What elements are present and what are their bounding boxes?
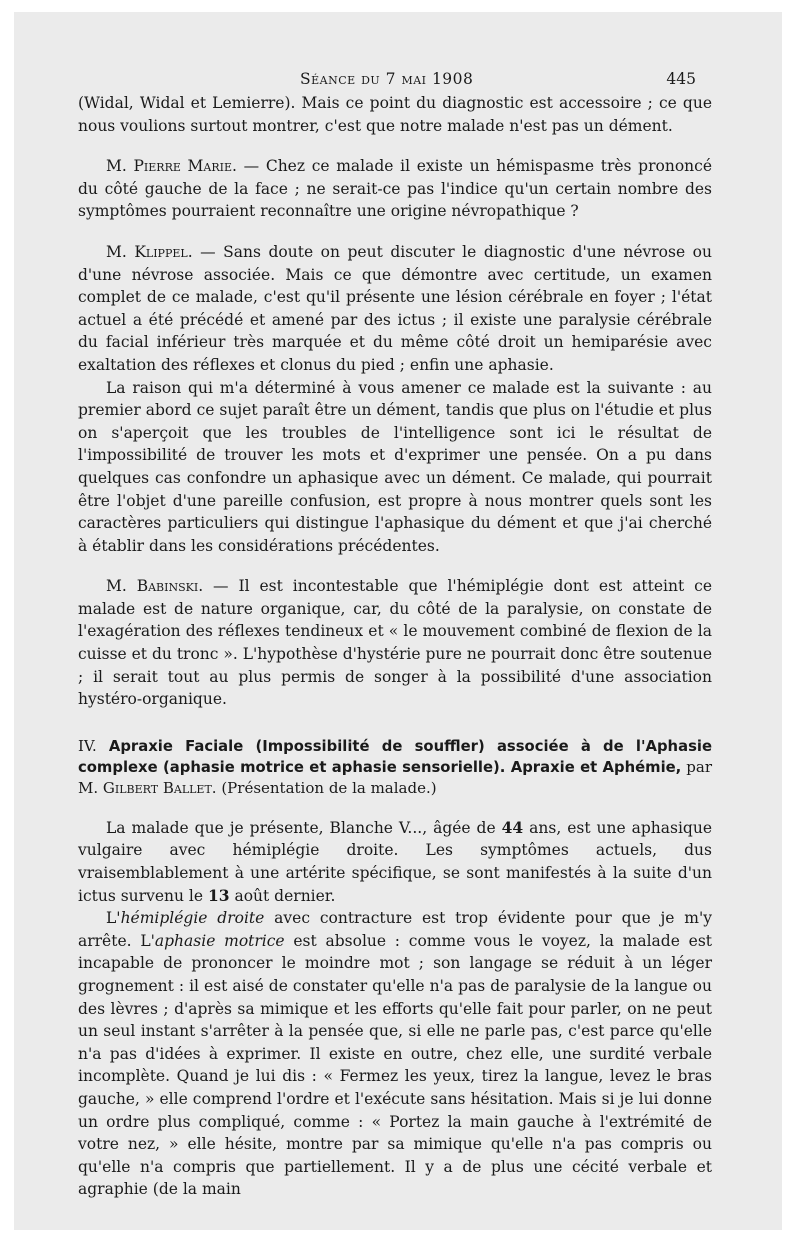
speaker-pierre-marie: M. Pierre Marie.	[106, 157, 237, 176]
running-head-day: 7	[385, 70, 396, 88]
age-number: 44	[501, 817, 524, 837]
paragraph-body-1: La malade que je présente, Blanche V..., âgée de 44 ans, est une aphasique vulgaire avec hémiplégie droite. Les symptômes actuels, dus vraisemblablement à une artérite spécifique, se sont manifestés à la suite d'un ictus survenu le 13 août dernier.	[78, 817, 713, 905]
paragraph-babinski: M. Babinski. — Il est incontestable que l'hémiplégie dont est atteint ce malade est de nature organique, car, du côté de la paralysie, on constate de l'exagération des réflexes tendineux et « le mouvement combiné de flexion de la cuisse et du tronc ». L'hypothèse d'hystérie pure ne pourrait donc être soutenue ; il serait tout au plus permis de songer à la possibilité d'une association hystéro-organique.	[78, 577, 713, 709]
date-number: 13	[207, 885, 230, 905]
running-head	[78, 64, 696, 94]
section-author: Gilbert Ballet	[102, 778, 212, 797]
page-body	[78, 92, 712, 1201]
page-number: 445	[666, 70, 696, 88]
paragraph-klippel-2: La raison qui m'a déterminé à vous amener ce malade est la suivante : au premier abord ce sujet paraît être un dément, tandis que plus on l'étudie et plus on s'aperçoit que les troubles de l'intelligence sont ici le résultat de l'impossibilité de trouver les mots et d'exprimer une pensée. On a pu dans quelques cas confondre un aphasique avec un dément. Ce malade, qui pourrait être l'objet d'une pareille confusion, est propre à nous montrer quels sont les caractères particuliers qui distingue l'aphasique du dément et que j'ai cherché à établir dans les considérations précédentes.	[78, 378, 712, 555]
running-head-month: mai	[401, 70, 427, 88]
paragraph-pierre-marie: M. Pierre Marie. — Chez ce malade il existe un hémispasme très prononcé du côté gauche de la face ; ne serait-ce pas l'indice qu'un certain nombre des symptômes pourraient reconnaître une origine névropathique ?	[78, 157, 712, 221]
term-aphasie-motrice: aphasie motrice	[154, 931, 285, 950]
section-heading: IV. Apraxie Faciale (Impossibilité de souffler) associée à de l'Aphasie complexe (aphasie motrice et aphasie sensorielle). Apraxie et Aphémie, par M. Gilbert Ballet. (Présentation de la malade.)	[78, 737, 712, 797]
paragraph-klippel: M. Klippel. — Sans doute on peut discuter le diagnostic d'une névrose ou d'une névrose associée. Mais ce que démontre avec certitude, un examen complet de ce malade, c'est qu'il présente une lésion cérébrale en foyer ; l'état actuel a été précédé et amené par des ictus ; il existe une paralysie cérébrale du facial inférieur très marquée et du même côté droit un hemiparésie avec exaltation des réflexes et clonus du pied ; enfin une aphasie.	[78, 242, 712, 374]
section-number: IV.	[78, 737, 97, 755]
speaker-klippel: M. Klippel.	[106, 242, 193, 261]
section-title: Apraxie Faciale (Impossibilité de souffler) associée à de l'Aphasie complexe (aphasie motrice et aphasie sensorielle). Apraxie et Aphémie,	[78, 737, 712, 776]
scanned-page	[14, 12, 782, 1230]
paragraph-widal: (Widal, Widal et Lemierre). Mais ce point du diagnostic est accessoire ; ce que nous voulions surtout montrer, c'est que notre malade n'est pas un dément.	[78, 94, 712, 135]
running-head-year: 1908	[431, 70, 474, 88]
running-head-title	[300, 64, 473, 94]
running-head-seance: Séance du	[300, 70, 381, 88]
term-hemiplegie: hémiplégie droite	[120, 909, 265, 928]
speaker-babinski: M. Babinski.	[106, 577, 204, 596]
paragraph-body-2: L'hémiplégie droite avec contracture est trop évidente pour que je m'y arrête. L'aphasie motrice est absolue : comme vous le voyez, la malade est incapable de prononcer le moindre mot ; son langage se réduit à un léger grognement : il est aisé de constater qu'elle n'a pas de paralysie de la langue ou des lèvres ; d'après sa mimique et les efforts qu'elle fait pour parler, on ne peut un seul instant s'arrêter à la pensée que, si elle ne parle pas, c'est parce qu'elle n'a pas d'idées à exprimer. Il existe en outre, chez elle, une surdité verbale incomplète. Quand je lui dis : « Fermez les yeux, tirez la langue, levez le bras gauche, » elle comprend l'ordre et l'exécute sans hésitation. Mais si je lui donne un ordre plus compliqué, comme : « Portez la main gauche à l'extrémité de votre nez, » elle hésite, montre par sa mimique qu'elle n'a pas compris ou qu'elle n'a compris que partiellement. Il y a de plus une cécité verbale et agraphie (de la main	[78, 909, 712, 1199]
